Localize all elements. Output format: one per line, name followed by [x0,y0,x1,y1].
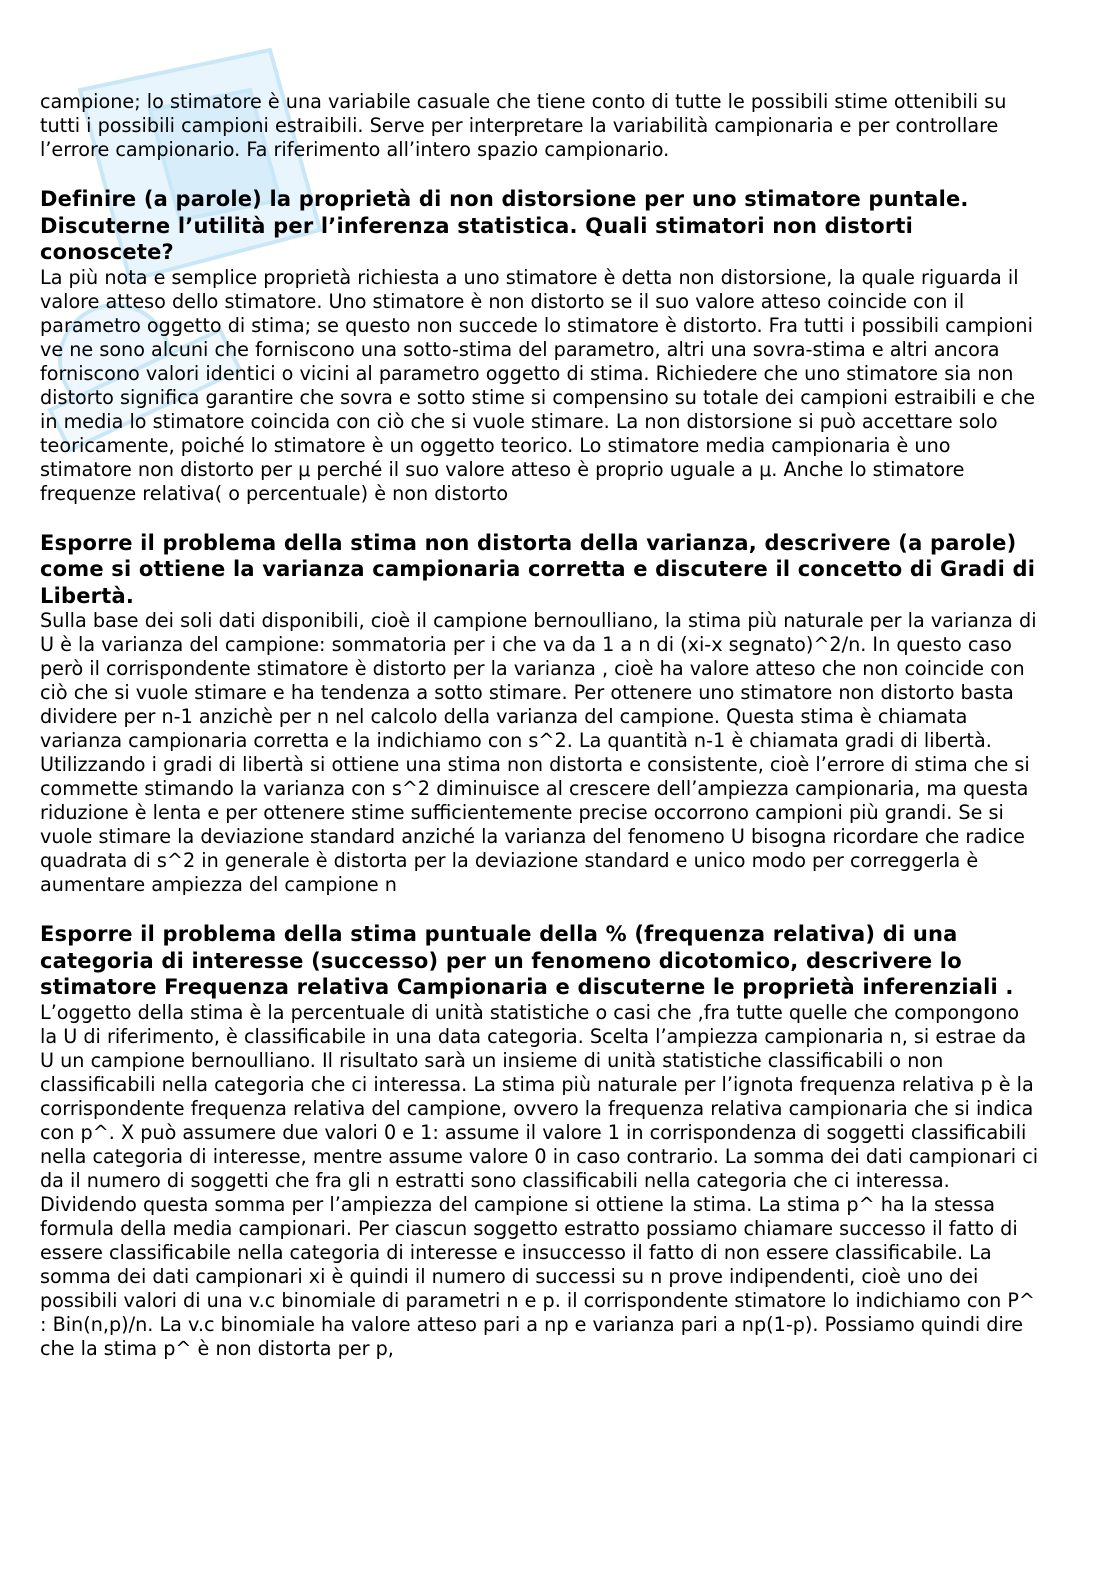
section-heading: Definire (a parole) la proprietà di non distorsione per uno stimatore puntale. Discuterne l’utilità per l’inferenza statistica. Quali stimatori non distorti conoscete? [40,187,969,264]
section-body: L’oggetto della stima è la percentuale di unità statistiche o casi che ,fra tutte quelle che compongono la U di riferimento, è classificabile in una data categoria. Scelta l’ampiezza campionaria n, si estrae da U un campione bernoulliano. Il risultato sarà un insieme di unità statistiche classificabili o non classificabili nella categoria che ci interessa. La stima più naturale per l’ignota frequenza relativa p è la corrispondente frequenza relativa del campione, ovvero la frequenza relativa campionaria che si indica con p^. X può assumere due valori 0 e 1: assume il valore 1 in corrispondenza di soggetti classificabili nella categoria di interesse, mentre assume valore 0 in caso contrario. La somma dei dati campionari ci da il numero di soggetti che fra gli n estratti sono classificabili nella categoria che ci interessa. Dividendo questa somma per l’ampiezza del campione si ottiene la stima. La stima p^ ha la stessa formula della media campionari. Per ciascun soggetto estratto possiamo chiamare successo il fatto di essere classificabile nella categoria di interesse e insuccesso il fatto di non essere classificabile. La somma dei dati campionari xi è quindi il numero di successi su n prove indipendenti, cioè uno dei possibili valori di una v.c binomiale di parametri n e p. il corrispondente stimatore lo indichiamo con P^ : Bin(n,p)/n. La v.c binomiale ha valore atteso pari a np e varianza pari a np(1-p). Possiamo quindi dire che la stima p^ è non distorta per p, [40,1000,1039,1360]
section-body: La più nota e semplice proprietà richiesta a uno stimatore è detta non distorsione, la quale riguarda il valore atteso dello stimatore. Uno stimatore è non distorto se il suo valore atteso coincide con il parametro oggetto di stima; se questo non succede lo stimatore è distorto. Fra tutti i possibili campioni ve ne sono alcuni che forniscono una sotto-stima del parametro, altri una sovra-stima e altri ancora forniscono valori identici o vicini al parametro oggetto di stima. Richiedere che uno stimatore sia non distorto significa garantire che sovra e sotto stime si compensino su totale dei campioni estraibili e che in media lo stimatore coincida con ciò che si vuole stimare. La non distorsione si può accettare solo teoricamente, poiché lo stimatore è un oggetto teorico. Lo stimatore media campionaria è uno stimatore non distorto per μ perché il suo valore atteso è proprio uguale a μ. Anche lo stimatore frequenze relativa( o percentuale) è non distorto [40,265,1036,505]
section-heading: Esporre il problema della stima puntuale della % (frequenza relativa) di una categoria di interesse (successo) per un fenomeno dicotomico, descrivere lo stimatore Frequenza relativa Campionaria e discuterne le proprietà inferenziali . [40,922,1014,999]
section-varianza [40,530,1040,898]
section-body: Sulla base dei soli dati disponibili, cioè il campione bernoulliano, la stima più naturale per la varianza di U è la varianza del campione: sommatoria per i che va da 1 a n di (xi-x segnato)^2/n. In questo caso però il corrispondente stimatore è distorto per la varianza , cioè ha valore atteso che non coincide con ciò che si vuole stimare e ha tendenza a sotto stimare. Per ottenere uno stimatore non distorto basta dividere per n-1 anzichè per n nel calcolo della varianza del campione. Questa stima è chiamata varianza campionaria corretta e la indichiamo con s^2. La quantità n-1 è chiamata gradi di libertà. Utilizzando i gradi di libertà si ottiene una stima non distorta e consistente, cioè l’errore di stima che si commette stimando la varianza con s^2 diminuisce al crescere dell’ampiezza campionaria, ma questa riduzione è lenta e per ottenere stime sufficientemente precise occorrono campioni più grandi. Se si vuole stimare la deviazione standard anziché la varianza del fenomeno U bisogna ricordare che radice quadrata di s^2 in generale è distorta per la deviazione standard e unico modo per correggerla è aumentare ampiezza del campione n [40,609,1037,896]
section-frequenza-relativa [40,921,1040,1361]
section-heading: Esporre il problema della stima non distorta della varianza, descrivere (a parole) come si ottiene la varianza campionaria corretta e discutere il concetto di Gradi di Libertà. [40,530,1036,608]
document-page [40,90,1040,1361]
section-non-distorsione [40,186,1040,506]
intro-paragraph: campione; lo stimatore è una variabile casuale che tiene conto di tutte le possibili stime ottenibili su tutti i possibili campioni estraibili. Serve per interpretare la variabilità campionaria e per controllare l’errore campionario. Fa riferimento all’intero spazio campionario. [40,90,1007,161]
